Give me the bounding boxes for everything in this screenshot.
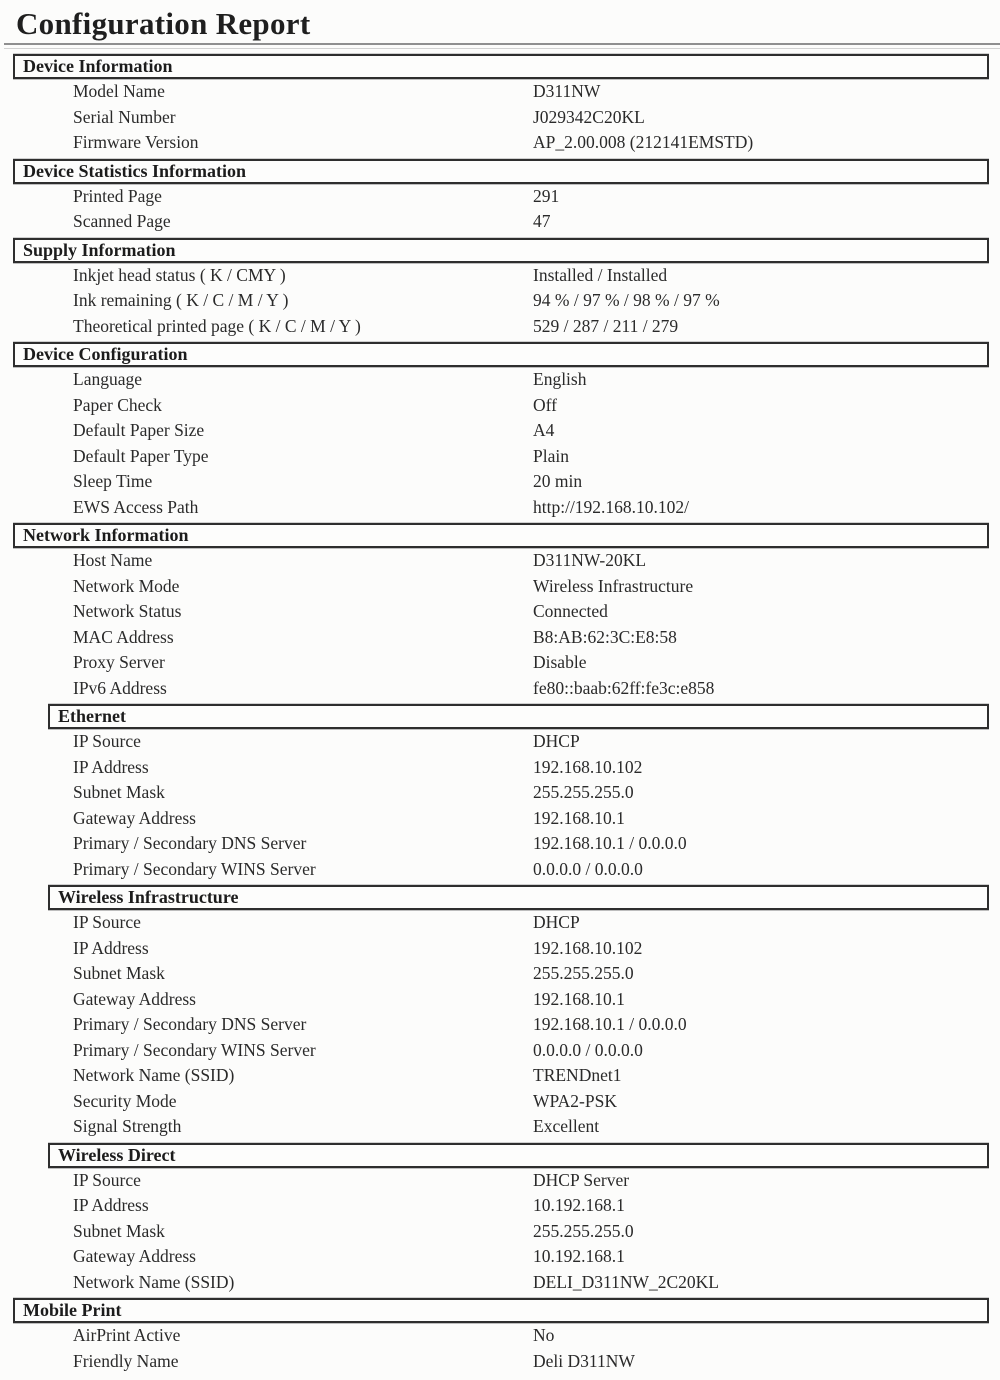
- row-value: 255.255.255.0: [533, 1220, 634, 1241]
- report-row: [0, 1349, 1000, 1375]
- row-value: DHCP Server: [533, 1169, 630, 1190]
- row-label: Default Paper Size: [73, 420, 205, 440]
- row-value: http://192.168.10.102/: [533, 496, 690, 517]
- section-network-information: [0, 523, 1000, 701]
- row-value: 192.168.10.1 / 0.0.0.0: [533, 833, 687, 853]
- row-value: DELI_D311NW_2C20KL: [533, 1271, 719, 1292]
- row-value: fe80::baab:62ff:fe3c:e858: [533, 677, 715, 698]
- row-value: 0.0.0.0 / 0.0.0.0: [533, 1039, 643, 1060]
- row-label: EWS Access Path: [73, 496, 199, 517]
- row-value: Disable: [533, 652, 587, 672]
- row-label: IP Source: [73, 912, 141, 932]
- row-label: Security Mode: [73, 1090, 177, 1111]
- row-value: J029342C20KL: [533, 106, 645, 127]
- row-label: Proxy Server: [73, 652, 165, 672]
- report-row: [0, 130, 1000, 156]
- report-row: [0, 1323, 1000, 1349]
- report-row: [0, 495, 1000, 521]
- report-row: [0, 418, 1000, 444]
- report-row: [0, 79, 1000, 105]
- row-label: Network Mode: [73, 575, 180, 596]
- report-row: [0, 755, 1000, 781]
- row-value: Deli D311NW: [533, 1350, 635, 1371]
- report-row: [0, 1193, 1000, 1219]
- report-row: [0, 650, 1000, 676]
- row-label: Serial Number: [73, 106, 176, 127]
- section-header-wireless-direct: Wireless Direct: [48, 1143, 989, 1168]
- row-value: Off: [533, 394, 557, 415]
- report-row: [0, 393, 1000, 419]
- row-label: Default Paper Type: [73, 445, 209, 466]
- report-row: [0, 1089, 1000, 1115]
- row-label: Gateway Address: [73, 988, 196, 1009]
- row-label: IP Source: [73, 731, 141, 751]
- row-label: Subnet Mask: [73, 782, 165, 802]
- row-label: Gateway Address: [73, 1246, 196, 1266]
- report-row: [0, 209, 1000, 235]
- row-value: Plain: [533, 445, 569, 466]
- row-label: Printed Page: [73, 185, 162, 206]
- report-row: [0, 105, 1000, 131]
- row-label: Language: [73, 369, 142, 389]
- report-row: [0, 1244, 1000, 1270]
- report-row: [0, 469, 1000, 495]
- row-value: 255.255.255.0: [533, 963, 634, 983]
- row-value: 10.192.168.1: [533, 1246, 625, 1266]
- row-label: Theoretical printed page ( K / C / M / Y ): [73, 315, 361, 336]
- section-mobile-print: [0, 1298, 1000, 1374]
- row-value: 192.168.10.1: [533, 988, 625, 1009]
- row-label: IPv6 Address: [73, 677, 167, 698]
- row-value: 291: [533, 185, 560, 206]
- row-value: 192.168.10.102: [533, 937, 643, 958]
- row-label: Firmware Version: [73, 132, 199, 152]
- row-label: Host Name: [73, 550, 153, 570]
- report-row: [0, 444, 1000, 470]
- section-header-network-information: Network Information: [13, 523, 989, 548]
- row-value: A4: [533, 420, 555, 440]
- report-row: [0, 314, 1000, 340]
- row-label: Primary / Secondary WINS Server: [73, 1039, 316, 1060]
- report-row: [0, 910, 1000, 936]
- section-supply-information: [0, 238, 1000, 340]
- section-header-ethernet: Ethernet: [48, 704, 989, 729]
- section-header-wireless-infrastructure: Wireless Infrastructure: [48, 885, 989, 910]
- row-value: D311NW: [533, 81, 601, 101]
- report-row: [0, 263, 1000, 289]
- report-row: [0, 625, 1000, 651]
- row-label: Gateway Address: [73, 807, 196, 828]
- row-label: AirPrint Active: [73, 1325, 181, 1345]
- report-row: [0, 987, 1000, 1013]
- row-label: Sleep Time: [73, 471, 153, 491]
- report-row: [0, 1012, 1000, 1038]
- title-underline: [4, 43, 1000, 49]
- report-row: [0, 288, 1000, 314]
- section-header-device-statistics-information: Device Statistics Information: [13, 159, 989, 184]
- row-label: IP Address: [73, 937, 149, 958]
- row-value: 0.0.0.0 / 0.0.0.0: [533, 858, 643, 879]
- row-value: 192.168.10.1 / 0.0.0.0: [533, 1014, 687, 1034]
- report-row: [0, 184, 1000, 210]
- report-row: [0, 1168, 1000, 1194]
- row-label: Network Status: [73, 601, 182, 621]
- page-title: Configuration Report: [16, 6, 311, 41]
- row-value: 10.192.168.1: [533, 1195, 625, 1215]
- report-row: [0, 1270, 1000, 1296]
- section-header-mobile-print: Mobile Print: [13, 1298, 989, 1323]
- section-device-statistics-information: [0, 159, 1000, 235]
- row-value: 192.168.10.1: [533, 807, 625, 828]
- section-device-information: [0, 54, 1000, 156]
- row-value: Wireless Infrastructure: [533, 575, 694, 596]
- report-row: [0, 857, 1000, 883]
- section-wireless-infrastructure: [0, 885, 1000, 1140]
- report-row: [0, 599, 1000, 625]
- row-label: Signal Strength: [73, 1116, 182, 1136]
- report-row: [0, 729, 1000, 755]
- row-label: Scanned Page: [73, 211, 171, 231]
- section-header-device-information: Device Information: [13, 54, 989, 79]
- row-label: IP Address: [73, 756, 149, 777]
- section-header-supply-information: Supply Information: [13, 238, 989, 263]
- row-label: Paper Check: [73, 394, 162, 415]
- report-row: [0, 1219, 1000, 1245]
- row-label: Model Name: [73, 81, 165, 101]
- row-label: IP Source: [73, 1169, 141, 1190]
- row-value: 94 % / 97 % / 98 % / 97 %: [533, 290, 720, 310]
- report-row: [0, 961, 1000, 987]
- row-value: Excellent: [533, 1116, 600, 1136]
- row-label: Ink remaining ( K / C / M / Y ): [73, 290, 289, 310]
- row-label: Primary / Secondary DNS Server: [73, 833, 307, 853]
- row-value: B8:AB:62:3C:E8:58: [533, 626, 677, 647]
- row-label: Subnet Mask: [73, 963, 165, 983]
- row-label: IP Address: [73, 1195, 149, 1215]
- row-value: Connected: [533, 601, 608, 621]
- report-row: [0, 831, 1000, 857]
- row-label: Primary / Secondary WINS Server: [73, 858, 316, 879]
- row-value: English: [533, 369, 587, 389]
- row-label: Inkjet head status ( K / CMY ): [73, 264, 286, 285]
- row-label: Network Name (SSID): [73, 1271, 235, 1292]
- row-value: 47: [533, 211, 551, 231]
- row-value: D311NW-20KL: [533, 550, 647, 570]
- section-wireless-direct: [0, 1143, 1000, 1296]
- row-value: Installed / Installed: [533, 264, 668, 285]
- row-label: Network Name (SSID): [73, 1065, 235, 1085]
- report-row: [0, 936, 1000, 962]
- row-value: TRENDnet1: [533, 1065, 622, 1085]
- row-value: 529 / 287 / 211 / 279: [533, 315, 679, 336]
- report-row: [0, 574, 1000, 600]
- row-value: DHCP: [533, 731, 580, 751]
- row-value: DHCP: [533, 912, 580, 932]
- section-ethernet: [0, 704, 1000, 882]
- row-value: No: [533, 1325, 555, 1345]
- report-row: [0, 1063, 1000, 1089]
- report-row: [0, 548, 1000, 574]
- report-row: [0, 1114, 1000, 1140]
- section-header-device-configuration: Device Configuration: [13, 342, 989, 367]
- report-body: [0, 54, 1000, 1374]
- row-value: 20 min: [533, 471, 583, 491]
- report-row: [0, 806, 1000, 832]
- report-row: [0, 676, 1000, 702]
- row-label: Primary / Secondary DNS Server: [73, 1014, 307, 1034]
- report-row: [0, 1038, 1000, 1064]
- row-value: WPA2-PSK: [533, 1090, 617, 1111]
- row-label: MAC Address: [73, 626, 174, 647]
- row-value: 255.255.255.0: [533, 782, 634, 802]
- report-row: [0, 367, 1000, 393]
- row-value: 192.168.10.102: [533, 756, 643, 777]
- row-label: Subnet Mask: [73, 1220, 165, 1241]
- row-label: Friendly Name: [73, 1350, 179, 1371]
- report-row: [0, 780, 1000, 806]
- section-device-configuration: [0, 342, 1000, 520]
- row-value: AP_2.00.008 (212141EMSTD): [533, 132, 754, 152]
